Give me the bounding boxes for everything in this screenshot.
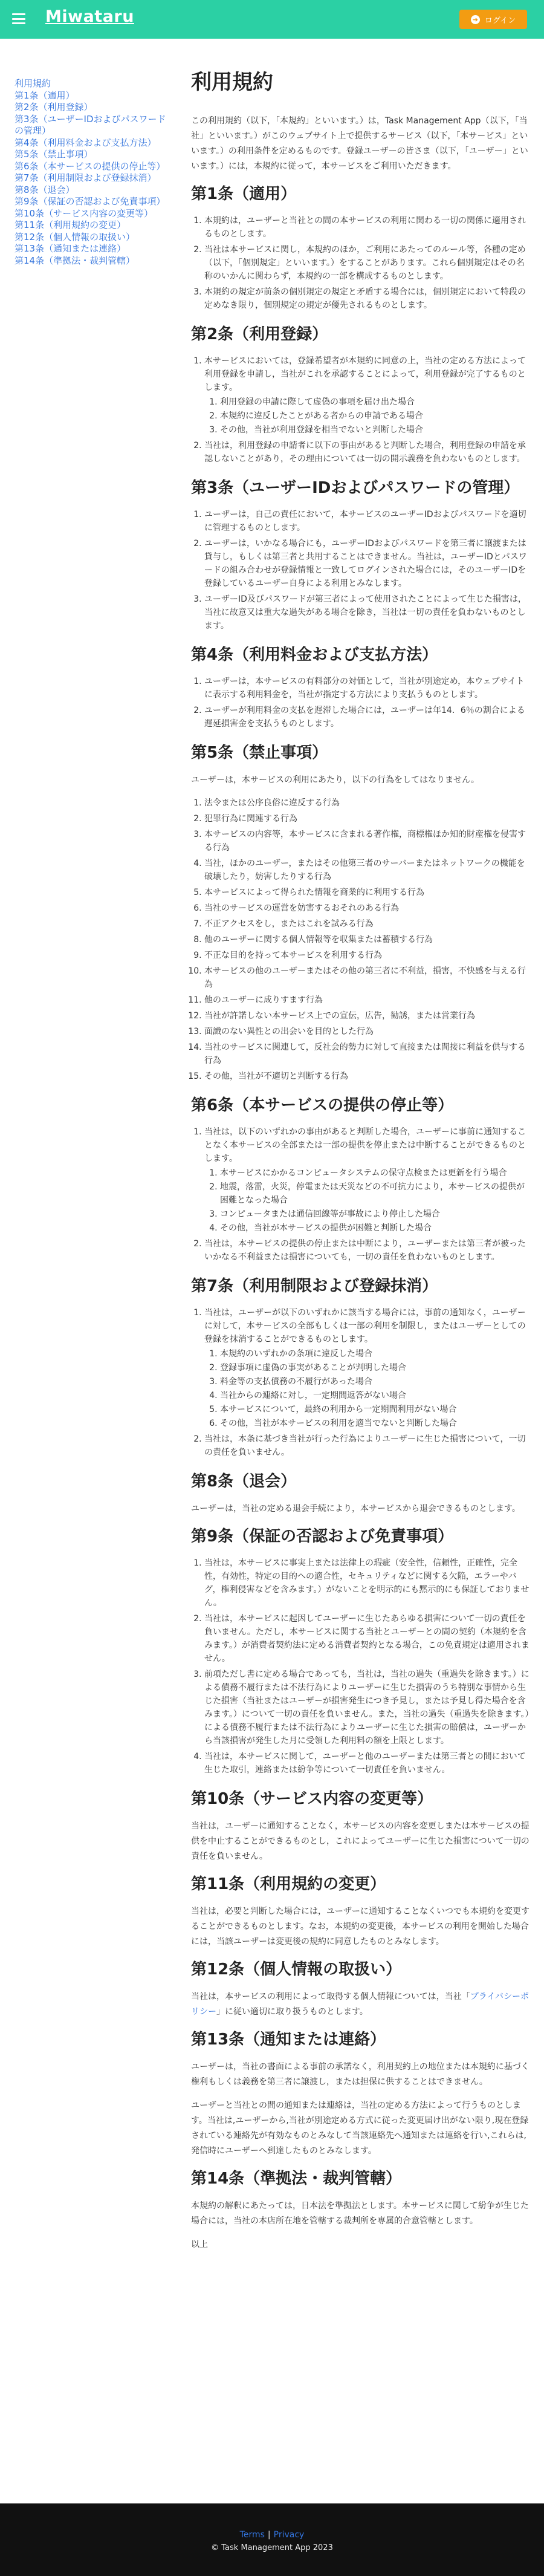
list-item (204, 537, 529, 590)
list-item (204, 812, 529, 825)
sub-list (204, 395, 529, 437)
article-heading: 第4条（利用料金および支払方法） (191, 646, 438, 664)
toc-link-article-2[interactable]: 第2条（利用登録） (15, 102, 93, 112)
copyright: © Task Management App 2023 (211, 2543, 333, 2552)
list-item-text: 他のユーザーに関する個人情報等を収集または蓄積する行為 (204, 935, 433, 945)
list-item (204, 828, 529, 854)
list-item-text: 当社が許諾しない本サービス上での宣伝，広告，勧誘，または営業行為 (204, 1011, 475, 1021)
sub-list-item: 2. 登録事項に虚偽の事実があることが判明した場合 (220, 1361, 529, 1374)
toc-link-article-8[interactable]: 第8条（退会） (15, 184, 75, 195)
list-item (204, 214, 529, 241)
article-heading: 第2条（利用登録） (191, 325, 328, 343)
sub-list (204, 1347, 529, 1430)
brand-link[interactable]: Miwataru (45, 7, 134, 26)
toc-link-article-4[interactable]: 第4条（利用料金および支払方法） (15, 137, 157, 148)
article-list (191, 354, 529, 466)
sub-list-item: 3. 料金等の支払債務の不履行があった場合 (220, 1375, 529, 1388)
terms-link[interactable]: Terms (239, 2530, 265, 2540)
article-2 (191, 323, 529, 466)
article-5 (191, 741, 529, 1083)
list-item (204, 1433, 529, 1459)
list-item-text: ユーザーは，自己の責任において，本サービスのユーザーIDおよびパスワードを適切に管理するものとします。 (204, 510, 526, 533)
sub-list-item: 2. 地震，落雷，火災，停電または天災などの不可抗力により，本サービスの提供が困難となった場合 (220, 1180, 529, 1207)
list-item-text: 法令または公序良俗に違反する行為 (204, 798, 340, 808)
list-item (204, 1306, 529, 1430)
list-item-text: 当社のサービスに関連して，反社会的勢力に対して直接または間接に利益を供与する行為 (204, 1042, 526, 1065)
article-11 (191, 1873, 529, 1950)
list-item (204, 796, 529, 810)
list-item-text: 不正な目的を持って本サービスを利用する行為 (204, 951, 382, 960)
sub-list-item: 6. その他，当社が本サービスの利用を適当でないと判断した場合 (220, 1417, 529, 1430)
list-item-text: 本規約は，ユーザーと当社との間の本サービスの利用に関わる一切の関係に適用されるものとします。 (204, 216, 526, 239)
list-item-text: 当社は，以下のいずれかの事由があると判断した場合，ユーザーに事前に通知することなく本サービスの全部または一部の提供を停止または中断することができるものとします。 (204, 1127, 526, 1163)
article-heading: 第12条（個人情報の取扱い） (191, 1960, 402, 1979)
list-item-text: 当社，ほかのユーザー，またはその他第三者のサーバーまたはネットワークの機能を破壊したり，妨害したりする行為 (204, 859, 525, 882)
article-10 (191, 1787, 529, 1864)
intro-paragraph: この利用規約（以下，「本規約」といいます。）は，Task Management App（以下，「当社」といいます。）がこのウェブサイト上で提供するサービス（以下，「本サービス」といいます。）の利用条件を定めるものです。登録ユーザーの皆さま（以下，「ユーザー」といいます。）には，本規約に従って，本サービスをご利用いただきます。 (191, 116, 528, 171)
top-navbar (0, 0, 544, 39)
article-heading: 第3条（ユーザーIDおよびパスワードの管理） (191, 479, 520, 497)
article-7 (191, 1275, 529, 1459)
list-item (204, 354, 529, 437)
list-item (204, 1125, 529, 1235)
list-item-text: 前項ただし書に定める場合であっても，当社は，当社の過失（重過失を除きます。）による債務不履行または不法行為によりユーザーに生じた損害のうち特別な事情から生じた損害（当社またはユーザーが損害発生につき予見し，または予見し得た場合を含みます。）について一切の責任を負いません。また，当社の過失（重過失を除きます。）による債務不履行または不法行為によりユーザーに生じた損害の賠償は，ユーザーから当該損害が発生した月に受領した利用料の額を上限とします。 (204, 1670, 529, 1746)
article-8 (191, 1470, 529, 1517)
sub-list (204, 1166, 529, 1235)
list-item (204, 1750, 529, 1777)
list-item (204, 675, 529, 701)
list-item (204, 886, 529, 899)
list-item-text: 本規約の規定が前条の個別規定の規定と矛盾する場合には，個別規定において特段の定めなき限り，個別規定の規定が優先されるものとします。 (204, 287, 526, 310)
sub-list-item: 1. 本サービスにかかるコンピュータシステムの保守点検または更新を行う場合 (220, 1166, 529, 1180)
list-item-text: 本サービスの内容等，本サービスに含まれる著作権，商標権ほか知的財産権を侵害する行為 (204, 830, 526, 853)
list-item-text: ユーザーは，本サービスの有料部分の対価として，当社が別途定め，本ウェブサイトに表示する利用料金を，当社が指定する方法により支払うものとします。 (204, 677, 525, 700)
list-item (204, 1009, 529, 1023)
list-item (204, 964, 529, 991)
list-item (204, 593, 529, 633)
list-item (204, 1025, 529, 1038)
list-item (204, 917, 529, 931)
article-paragraph: 当社は，ユーザーに通知することなく，本サービスの内容を変更しまたは本サービスの提供を中止することができるものとし，これによってユーザーに生じた損害について一切の責任を負いません。 (191, 1821, 529, 1861)
list-item (204, 285, 529, 312)
list-item (204, 1070, 529, 1083)
list-item (204, 704, 529, 730)
list-item (204, 1612, 529, 1665)
list-item (204, 439, 529, 466)
footer-separator: | (267, 2530, 271, 2540)
list-item-text: ユーザーが利用料金の支払を遅滞した場合には，ユーザーは年14．6％の割合による遅延損害金を支払うものとします。 (204, 706, 525, 729)
article-paragraph: 当社は，必要と判断した場合には，ユーザーに通知することなくいつでも本規約を変更することができるものとします。なお，本規約の変更後，本サービスの利用を開始した場合には，当該ユーザーは変更後の規約に同意したものとみなします。 (191, 1907, 529, 1947)
article-paragraph: ユーザーは，当社の書面による事前の承諾なく，利用契約上の地位または本規約に基づく権利もしくは義務を第三者に譲渡し，または担保に供することはできません。 (191, 2062, 529, 2087)
article-paragraph: ユーザーは，当社の定める退会手続により，本サービスから退会できるものとします。 (191, 1504, 520, 1514)
list-item-text: 当社は，本サービスの提供の停止または中断により，ユーザーまたは第三者が被ったいかなる不利益または損害についても，一切の責任を負わないものとします。 (204, 1239, 526, 1262)
list-item-text: 本サービスによって得られた情報を商業的に利用する行為 (204, 888, 424, 897)
article-list (191, 508, 529, 633)
article-heading: 第8条（退会） (191, 1472, 297, 1491)
sub-list-item: 3. コンピュータまたは通信回線等が事故により停止した場合 (220, 1208, 529, 1221)
table-of-contents (15, 78, 172, 267)
hamburger-menu-icon[interactable] (12, 13, 25, 24)
list-item-text: 当社は本サービスに関し，本規約のほか，ご利用にあたってのルール等，各種の定め（以下，「個別規定」といいます。）をすることがあります。これら個別規定はその名称のいかんに関わらず，本規約の一部を構成するものとします。 (204, 245, 526, 281)
list-item-text: 他のユーザーに成りすます行為 (204, 995, 323, 1005)
list-item-text: 本サービスの他のユーザーまたはその他の第三者に不利益，損害，不快感を与える行為 (204, 966, 526, 989)
article-heading: 第11条（利用規約の変更） (191, 1875, 386, 1893)
list-item-text: 当社は，利用登録の申請者に以下の事由があると判断した場合，利用登録の申請を承認しないことがあり，その理由については一切の開示義務を負わないものとします。 (204, 441, 526, 464)
list-item-text: その他，当社が不適切と判断する行為 (204, 1072, 348, 1081)
list-item (204, 1237, 529, 1264)
list-item-text: ユーザーID及びパスワードが第三者によって使用されたことによって生じた損害は，当社に故意又は重大な過失がある場合を除き，当社は一切の責任を負わないものとします。 (204, 594, 526, 631)
paragraph-text: 当社は，本サービスの利用によって取得する個人情報については，当社「 (191, 1992, 470, 2002)
toc-link-article-13[interactable]: 第13条（通知または連絡） (15, 243, 126, 254)
article-heading: 第13条（通知または連絡） (191, 2031, 386, 2049)
list-item-text: 当社は，本サービスに起因してユーザーに生じたあらゆる損害について一切の責任を負いません。ただし，本サービスに関する当社とユーザーとの間の契約（本規約を含みます。）が消費者契約法に定める消費者契約となる場合，この免責規定は適用されません。 (204, 1614, 529, 1664)
list-item (204, 857, 529, 883)
list-item-text: 犯罪行為に関連する行為 (204, 814, 297, 824)
article-list (191, 214, 529, 312)
toc-link-article-7[interactable]: 第7条（利用制限および登録抹消） (15, 172, 157, 183)
article-paragraph (191, 1989, 529, 2020)
article-heading: 第10条（サービス内容の変更等） (191, 1790, 433, 1808)
list-item-text: 面識のない異性との出会いを目的とした行為 (204, 1027, 374, 1036)
terms-content (191, 67, 529, 2252)
article-6 (191, 1094, 529, 1264)
article-9 (191, 1525, 529, 1777)
page-title: 利用規約 (191, 70, 273, 94)
login-label: ログイン (484, 16, 516, 25)
sub-list-item: 1. 本規約のいずれかの条項に違反した場合 (220, 1347, 529, 1361)
toc-link-article-14[interactable]: 第14条（準拠法・裁判管轄） (15, 255, 135, 266)
sub-list-item: 3. その他，当社が利用登録を相当でないと判断した場合 (220, 423, 529, 437)
sub-list-item: 4. その他，当社が本サービスの提供が困難と判断した場合 (220, 1221, 529, 1235)
article-list (191, 1125, 529, 1264)
article-heading: 第1条（適用） (191, 185, 297, 203)
article-list (191, 1556, 529, 1777)
article-paragraph: ユーザーと当社との間の通知または連絡は，当社の定める方法によって行うものとします。当社は,ユーザーから,当社が別途定める方式に従った変更届け出がない限り,現在登録されている連絡先が有効なものとみなして当該連絡先へ通知または連絡を行い,これらは,発信時にユーザーへ到達したものとみなします。 (191, 2101, 529, 2156)
list-item (204, 949, 529, 962)
list-item (204, 1668, 529, 1748)
toc-link-article-10[interactable]: 第10条（サービス内容の変更等） (15, 207, 154, 219)
paragraph-text: 」に従い適切に取り扱うものとします。 (216, 2007, 368, 2017)
list-item-text: 当社は，本サービスに関して，ユーザーと他のユーザーまたは第三者との間において生じた取引，連絡または紛争等について一切責任を負いません。 (204, 1752, 526, 1775)
toc-link-article-9[interactable]: 第9条（保証の否認および免責事項） (15, 196, 166, 207)
articles-container (191, 183, 529, 2229)
closing-text: 以上 (191, 2240, 208, 2249)
toc-link-title[interactable]: 利用規約 (15, 78, 51, 89)
list-item-text: 当社は，本サービスに事実上または法律上の瑕疵（安全性，信頼性，正確性，完全性，有効性，特定の目的への適合性，セキュリティなどに関する欠陥，エラーやバグ，権利侵害などを含みます。）がないことを明示的にも黙示的にも保証しておりません。 (204, 1558, 529, 1608)
article-14 (191, 2167, 529, 2229)
list-item (204, 508, 529, 535)
login-arrow-icon: ➜ (471, 15, 480, 24)
footer (0, 2503, 544, 2576)
toc-link-article-3[interactable]: 第3条（ユーザーIDおよびパスワードの管理） (15, 113, 166, 136)
article-paragraph: 本規約の解釈にあたっては，日本法を準拠法とします。本サービスに関して紛争が生じた場合には，当社の本店所在地を管轄する裁判所を専属的合意管轄とします。 (191, 2201, 529, 2226)
list-item (204, 933, 529, 946)
list-item-text: 不正アクセスをし，またはこれを試みる行為 (204, 919, 374, 929)
article-1 (191, 183, 529, 312)
article-12 (191, 1958, 529, 2020)
privacy-link[interactable]: Privacy (273, 2530, 305, 2540)
article-heading: 第6条（本サービスの提供の停止等） (191, 1096, 454, 1114)
article-4 (191, 643, 529, 730)
list-item (204, 994, 529, 1007)
toc-link-article-5[interactable]: 第5条（禁止事項） (15, 149, 93, 160)
list-item (204, 1041, 529, 1067)
login-button[interactable] (459, 10, 527, 29)
list-item-text: ユーザーは，いかなる場合にも，ユーザーIDおよびパスワードを第三者に譲渡または貸与し，もしくは第三者と共用することはできません。当社は，ユーザーIDとパスワードの組み合わせが登録情報と一致してログインされた場合には，そのユーザーIDを登録しているユーザー自身による利用とみなします。 (204, 539, 527, 588)
article-heading: 第14条（準拠法・裁判管轄） (191, 2170, 402, 2188)
list-item (204, 243, 529, 283)
sub-list-item: 1. 利用登録の申請に際して虚偽の事項を届け出た場合 (220, 395, 529, 409)
article-paragraph: ユーザーは，本サービスの利用にあたり，以下の行為をしてはなりません。 (191, 775, 479, 785)
article-3 (191, 476, 529, 633)
article-heading: 第9条（保証の否認および免責事項） (191, 1527, 454, 1546)
article-13 (191, 2028, 529, 2159)
toc-link-article-1[interactable]: 第1条（適用） (15, 89, 75, 101)
privacy-policy-link[interactable]: プライバシーポリシー (191, 1992, 529, 2017)
list-item (204, 902, 529, 915)
list-item-text: 本サービスにおいては，登録希望者が本規約に同意の上，当社の定める方法によって利用登録を申請し，当社がこれを承認することによって，利用登録が完了するものとします。 (204, 356, 526, 392)
article-list (191, 1306, 529, 1459)
footer-links (0, 2530, 544, 2540)
sub-list-item: 2. 本規約に違反したことがある者からの申請である場合 (220, 409, 529, 423)
toc-link-article-12[interactable]: 第12条（個人情報の取扱い） (15, 231, 135, 242)
article-list (191, 675, 529, 730)
toc-link-article-11[interactable]: 第11条（利用規約の変更） (15, 220, 126, 230)
article-heading: 第5条（禁止事項） (191, 744, 328, 762)
sub-list-item: 5. 本サービスについて，最終の利用から一定期間利用がない場合 (220, 1403, 529, 1416)
list-item-text: 当社は，ユーザーが以下のいずれかに該当する場合には，事前の通知なく，ユーザーに対して，本サービスの全部もしくは一部の利用を制限し，またはユーザーとしての登録を抹消することができるものとします。 (204, 1308, 526, 1344)
toc-link-article-6[interactable]: 第6条（本サービスの提供の停止等） (15, 160, 166, 172)
list-item-text: 当社のサービスの運営を妨害するおそれのある行為 (204, 903, 399, 913)
list-item (204, 1556, 529, 1610)
article-list (191, 796, 529, 1083)
list-item-text: 当社は，本条に基づき当社が行った行為によりユーザーに生じた損害について，一切の責任を負いません。 (204, 1434, 526, 1457)
article-heading: 第7条（利用制限および登録抹消） (191, 1277, 438, 1295)
sub-list-item: 4. 当社からの連絡に対し，一定期間返答がない場合 (220, 1389, 529, 1402)
